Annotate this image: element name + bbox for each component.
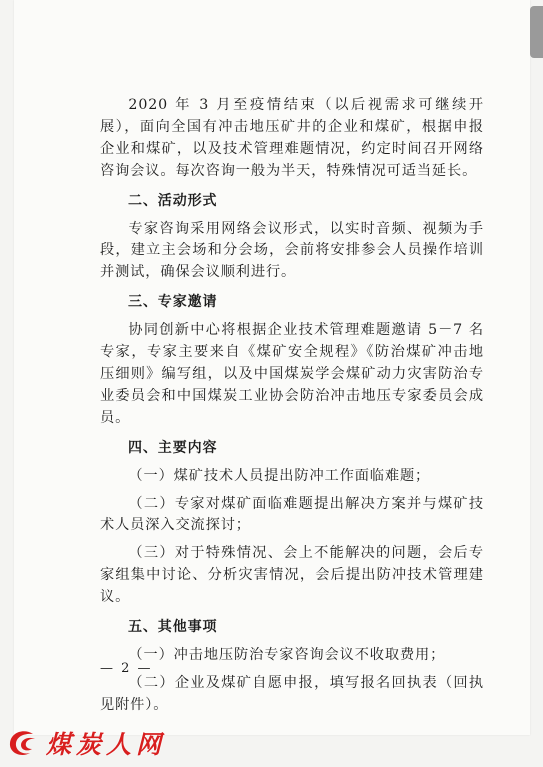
list-item-other-2: （二）企业及煤矿自愿申报，填写报名回执表（回执见附件）。 (100, 674, 484, 713)
page-number: — 2 — (100, 661, 153, 676)
swirl-logo-icon (6, 728, 40, 758)
watermark (6, 726, 256, 760)
heading-main-content: 四、主要内容 (128, 439, 218, 456)
paragraph-activity-form: 专家咨询采用网络会议形式，以实时音频、视频为手段，建立主会场和分会场，会前将安排参会人员操作培训并测试，确保会议顺利进行。 (100, 220, 484, 281)
watermark-text: 煤炭人网 (46, 730, 167, 759)
document-page (14, 0, 530, 735)
document-body (100, 95, 484, 717)
heading-other-matters: 五、其他事项 (128, 619, 218, 636)
list-item-other-1: （一）冲击地压防治专家咨询会议不收取费用； (128, 646, 446, 663)
paragraph-expert-invitation: 协同创新中心将根据企业技术管理难题邀请 5－7 名专家，专家主要来自《煤矿安全规程》《防治煤矿冲击地压细则》编写组，以及中国煤炭学会煤矿动力灾害防治专业委员会和中国煤炭工业协会防治冲击地压专家委员会成员。 (100, 322, 484, 426)
list-item-main-content-3: （三）对于特殊情况、会上不能解决的问题，会后专家组集中讨论、分析灾害情况，会后提出防冲技术管理建议。 (100, 545, 484, 606)
list-item-main-content-2: （二）专家对煤矿面临难题提出解决方案并与煤矿技术人员深入交流探讨； (100, 495, 484, 534)
heading-expert-invitation: 三、专家邀请 (128, 294, 218, 311)
heading-activity-form: 二、活动形式 (128, 192, 218, 209)
scrollbar-thumb[interactable] (530, 6, 543, 58)
paragraph-schedule: 2020 年 3 月至疫情结束（以后视需求可继续开展），面向全国有冲击地压矿井的企业和煤矿，根据申报企业和煤矿，以及技术管理难题情况，约定时间召开网络咨询会议。每次咨询一般为半天，特殊情况可适当延长。 (100, 97, 484, 179)
list-item-main-content-1: （一）煤矿技术人员提出防冲工作面临难题； (128, 467, 431, 484)
